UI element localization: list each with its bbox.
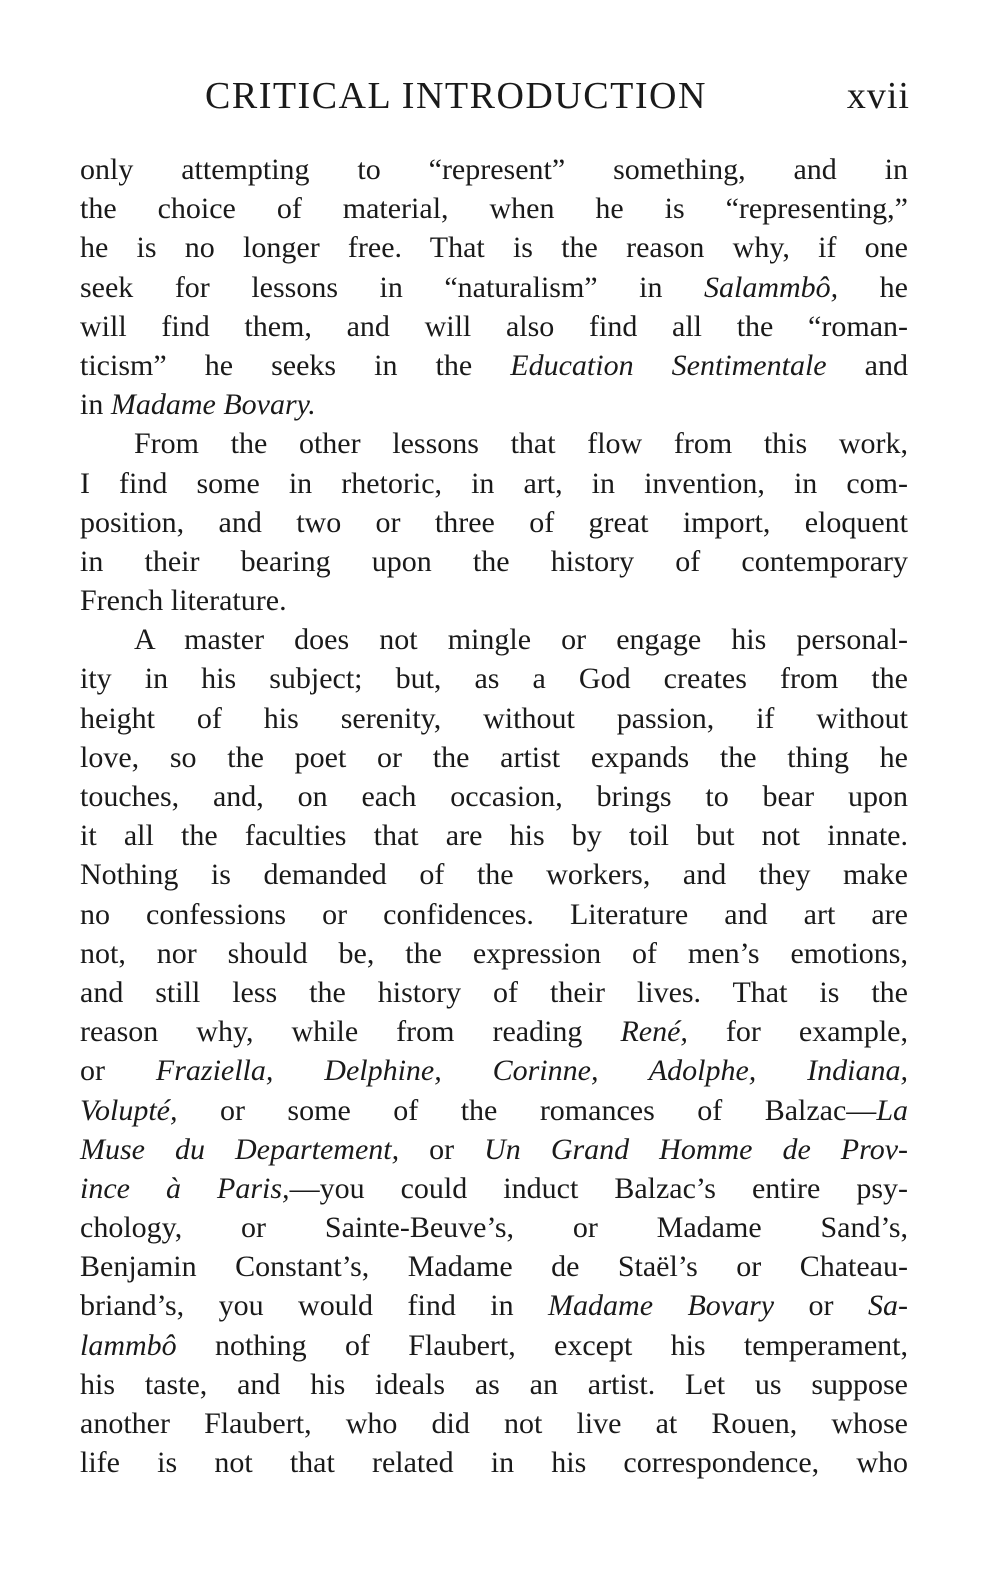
- text-line: [80, 738, 908, 777]
- text-line: [80, 1365, 908, 1404]
- running-head: [205, 72, 910, 120]
- italic-text-run: Un Grand Homme de Prov-: [484, 1132, 908, 1166]
- page-number: xvii: [846, 75, 910, 117]
- text-line: [80, 228, 908, 267]
- text-line: [80, 895, 908, 934]
- text-run: nothing of Flaubert, except his temperament,: [176, 1328, 908, 1362]
- text-line: [80, 385, 908, 424]
- text-run: and still less the history of their lives. That is the: [80, 975, 908, 1009]
- text-line: [80, 699, 908, 738]
- text-line: [80, 1169, 908, 1208]
- text-line: [80, 973, 908, 1012]
- italic-text-run: ince à Paris,: [80, 1171, 290, 1205]
- body-text: [80, 150, 908, 1482]
- text-run: Benjamin Constant’s, Madame de Staël’s or Chateau-: [80, 1250, 908, 1284]
- text-line: [80, 1443, 908, 1482]
- text-line: [80, 934, 908, 973]
- text-run: for example,: [687, 1015, 908, 1049]
- text-run: only attempting to “represent” something, and in: [80, 153, 908, 186]
- text-line: [80, 307, 908, 346]
- italic-text-run: Sa-: [868, 1289, 908, 1323]
- text-run: A master does not mingle or engage his personal-: [134, 623, 908, 657]
- italic-text-run: Salammbô,: [703, 270, 839, 304]
- text-run: it all the faculties that are his by toil but not innate.: [80, 819, 908, 853]
- text-run: no confessions or confidences. Literature and art are: [80, 897, 908, 931]
- text-run: I find some in rhetoric, in art, in invention, in com-: [80, 466, 908, 500]
- text-line: [80, 542, 908, 581]
- text-run: seek for lessons in “naturalism” in: [80, 270, 704, 304]
- text-line: [80, 581, 908, 620]
- text-run: love, so the poet or the artist expands the thing he: [80, 740, 908, 774]
- text-line: [80, 1091, 908, 1130]
- text-run: position, and two or three of great import, eloquent: [80, 505, 908, 539]
- text-line: [80, 1130, 908, 1169]
- italic-text-run: La: [876, 1093, 908, 1127]
- text-run: or: [774, 1289, 868, 1323]
- text-run: or some of the romances of Balzac—: [177, 1093, 877, 1127]
- text-run: ticism” he seeks in the: [80, 348, 511, 382]
- text-run: and: [826, 348, 908, 382]
- text-line: [80, 1404, 908, 1443]
- text-run: or: [80, 1054, 156, 1088]
- text-line: [80, 620, 908, 659]
- page-title: CRITICAL INTRODUCTION: [205, 75, 707, 117]
- text-run: —you could induct Balzac’s entire psy-: [289, 1171, 908, 1205]
- text-line: [80, 1247, 908, 1286]
- text-run: Nothing is demanded of the workers, and they make: [80, 858, 908, 892]
- text-line: [80, 189, 908, 228]
- italic-text-run: Education Sentimentale: [510, 348, 827, 382]
- text-line: [80, 777, 908, 816]
- text-run: touches, and, on each occasion, brings to bear upon: [80, 780, 908, 813]
- italic-text-run: Fraziella, Delphine, Corinne, Adolphe, Indiana,: [155, 1054, 908, 1088]
- text-run: he: [838, 270, 908, 304]
- text-line: [80, 1286, 908, 1325]
- text-line: [80, 1326, 908, 1365]
- text-run: not, nor should be, the expression of men’s emotions,: [80, 936, 908, 970]
- italic-text-run: lammbô: [80, 1328, 177, 1362]
- text-line: [80, 816, 908, 855]
- text-run: in their bearing upon the history of contemporary: [80, 544, 908, 578]
- text-line: [80, 1208, 908, 1247]
- text-run: height of his serenity, without passion, if without: [80, 701, 908, 735]
- text-line: [80, 464, 908, 503]
- text-run: will find them, and will also find all the “roman-: [80, 309, 908, 343]
- text-line: [80, 268, 908, 307]
- italic-text-run: Madame Bovary.: [110, 388, 316, 422]
- text-run: he is no longer free. That is the reason why, if one: [80, 231, 908, 265]
- text-line: [80, 855, 908, 894]
- italic-text-run: Volupté,: [80, 1093, 178, 1127]
- text-run: briand’s, you would find in: [80, 1289, 549, 1323]
- italic-text-run: René,: [620, 1015, 688, 1049]
- text-run: in: [80, 388, 111, 422]
- text-line: [80, 150, 908, 189]
- text-line: [80, 1012, 908, 1051]
- italic-text-run: Madame Bovary: [548, 1289, 775, 1323]
- text-run: life is not that related in his correspondence, who: [80, 1446, 908, 1480]
- text-line: [80, 346, 908, 385]
- italic-text-run: Muse du Departement,: [80, 1132, 400, 1166]
- text-line: [80, 1051, 908, 1090]
- text-run: the choice of material, when he is “representing,”: [80, 192, 908, 226]
- text-run: French literature.: [80, 584, 287, 618]
- text-run: ity in his subject; but, as a God creates from the: [80, 662, 908, 696]
- text-run: reason why, while from reading: [80, 1015, 621, 1049]
- text-run: chology, or Sainte-Beuve’s, or Madame Sand’s,: [80, 1211, 908, 1245]
- text-run: or: [399, 1132, 485, 1166]
- text-line: [80, 503, 908, 542]
- text-line: [80, 659, 908, 698]
- text-run: his taste, and his ideals as an artist. Let us suppose: [80, 1367, 908, 1401]
- text-run: From the other lessons that flow from this work,: [134, 427, 908, 461]
- text-line: [80, 424, 908, 463]
- text-run: another Flaubert, who did not live at Rouen, whose: [80, 1407, 908, 1440]
